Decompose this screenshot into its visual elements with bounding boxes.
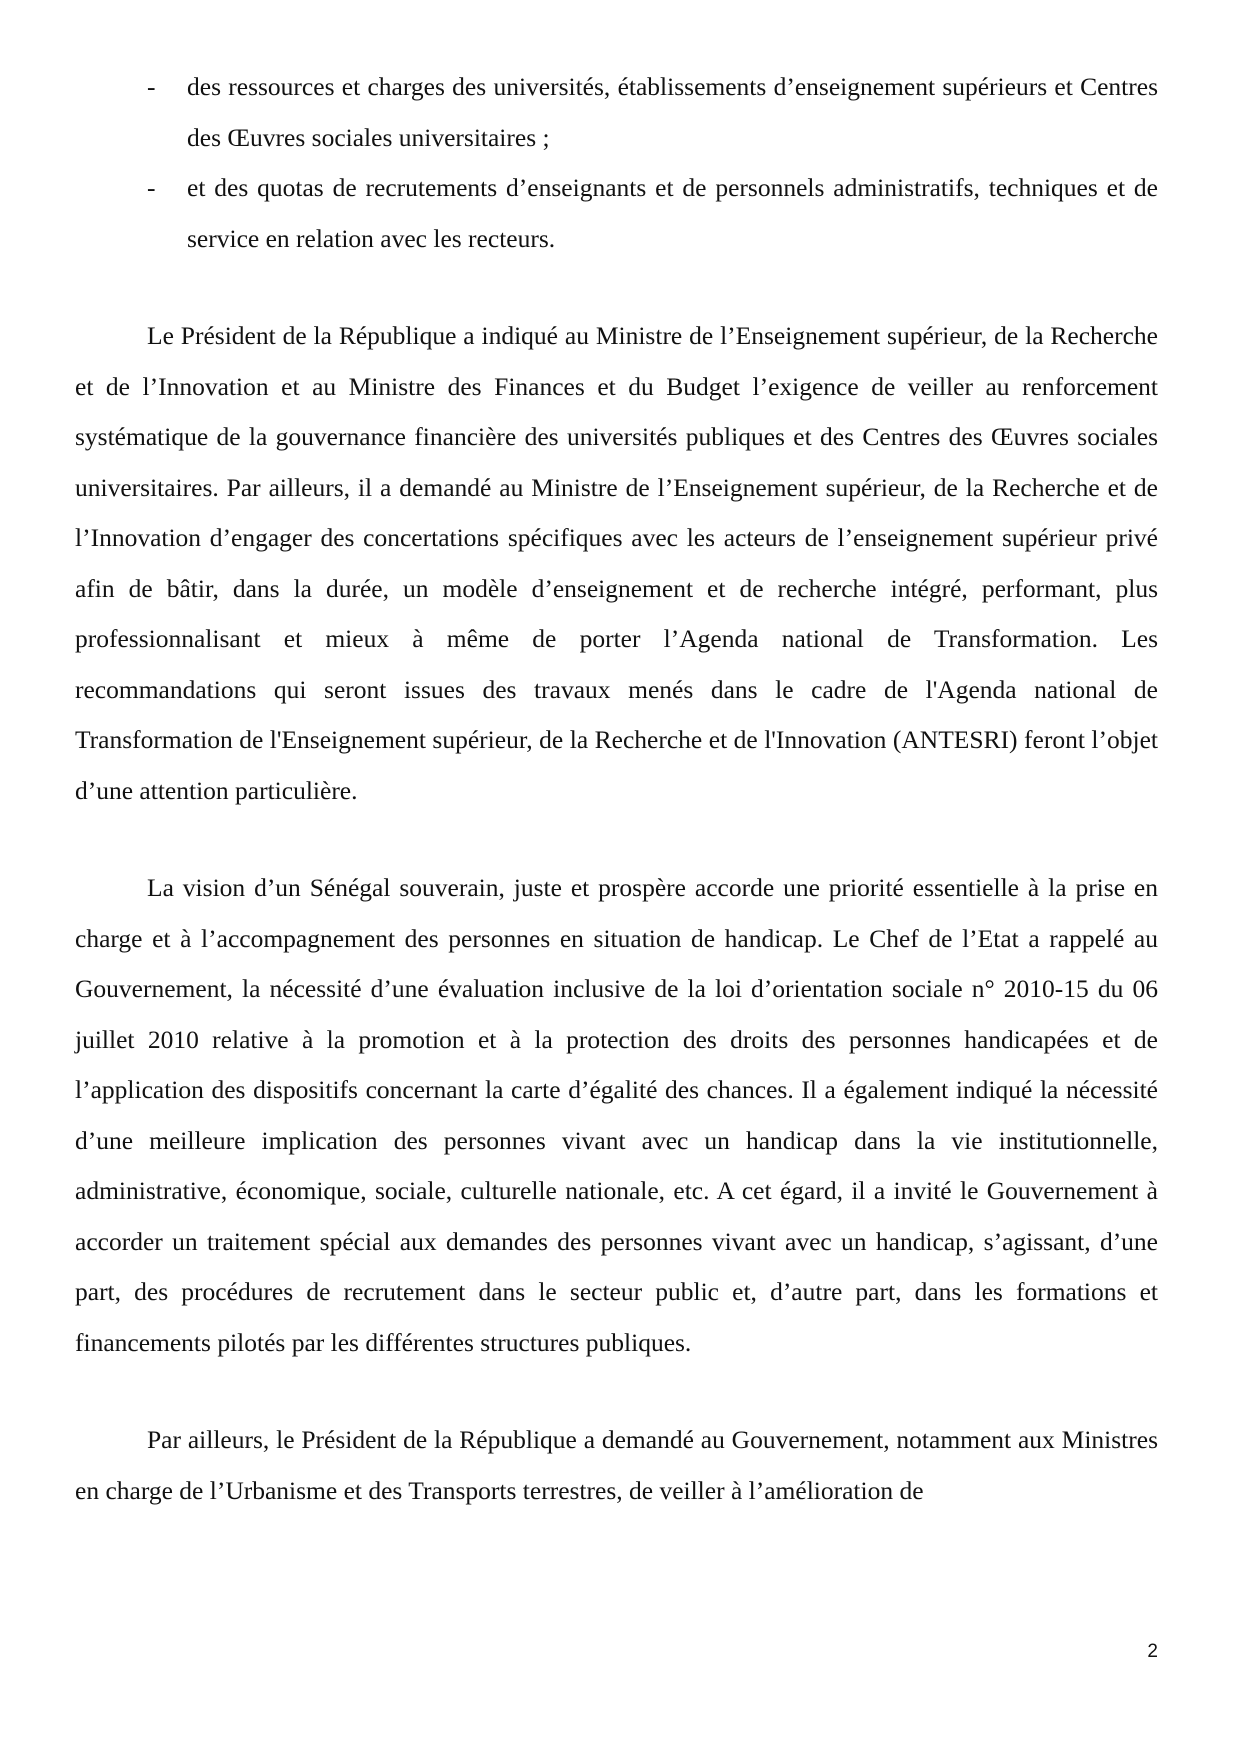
bullet-item (75, 163, 1158, 264)
document-page (75, 62, 1158, 1516)
bullet-text: et des quotas de recrutements d’enseignants et de personnels administratifs, techniques et de service en relation avec les recteurs. (187, 173, 1158, 253)
paragraph-handicap: La vision d’un Sénégal souverain, juste et prospère accorde une priorité essentielle à la prise en charge et à l’accompagnement des personnes en situation de handicap. Le Chef de l’Etat a rappelé au Gouvernement, la nécessité d’une évaluation inclusive de la loi d’orientation sociale n° 2010-15 du 06 juillet 2010 relative à la promotion et à la protection des droits des personnes handicapées et de l’application des dispositifs concernant la carte d’égalité des chances. Il a également indiqué la nécessité d’une meilleure implication des personnes vivant avec un handicap dans la vie institutionnelle, administrative, économique, sociale, culturelle nationale, etc. A cet égard, il a invité le Gouvernement à accorder un traitement spécial aux demandes des personnes vivant avec un handicap, s’agissant, d’une part, des procédures de recrutement dans le secteur public et, d’autre part, dans les formations et financements pilotés par les différentes structures publiques. (75, 873, 1158, 1357)
bullet-text: des ressources et charges des universités, établissements d’enseignement supérieurs et Centres des Œuvres sociales universitaires ; (187, 72, 1158, 152)
bullet-dash: - (147, 173, 156, 202)
page-number: 2 (1147, 1641, 1158, 1662)
paragraph-urbanism: Par ailleurs, le Président de la République a demandé au Gouvernement, notamment aux Ministres en charge de l’Urbanisme et des Transports terrestres, de veiller à l’amélioration de (75, 1425, 1158, 1505)
paragraph-governance: Le Président de la République a indiqué au Ministre de l’Enseignement supérieur, de la Recherche et de l’Innovation et au Ministre des Finances et du Budget l’exigence de veiller au renforcement systématique de la gouvernance financière des universités publiques et des Centres des Œuvres sociales universitaires. Par ailleurs, il a demandé au Ministre de l’Enseignement supérieur, de la Recherche et de l’Innovation d’engager des concertations spécifiques avec les acteurs de l’enseignement supérieur privé afin de bâtir, dans la durée, un modèle d’enseignement et de recherche intégré, performant, plus professionnalisant et mieux à même de porter l’Agenda national de Transformation. Les recommandations qui seront issues des travaux menés dans le cadre de l'Agenda national de Transformation de l'Enseignement supérieur, de la Recherche et de l'Innovation (ANTESRI) feront l’objet d’une attention particulière. (75, 321, 1158, 805)
bullet-item (75, 62, 1158, 163)
bullet-list (75, 62, 1158, 264)
bullet-dash: - (147, 72, 156, 101)
